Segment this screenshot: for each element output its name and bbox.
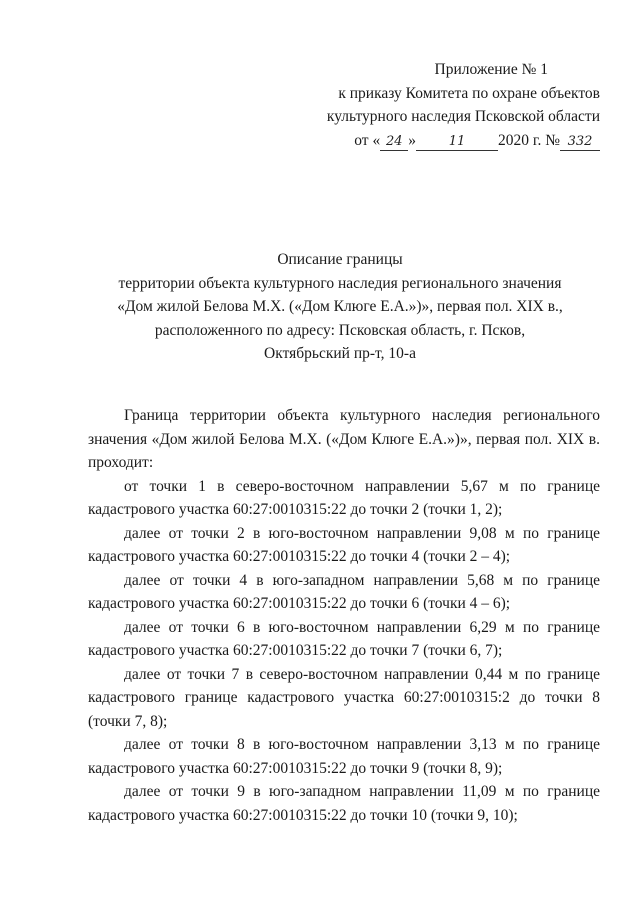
appendix-date-line — [300, 129, 600, 153]
appendix-block — [300, 58, 600, 152]
document-body — [88, 404, 600, 827]
segment-paragraph-6: далее от точки 8 в юго-восточном направлении 3,13 м по границе кадастрового участка 60:27:0010315:22 до точки 9 (точки 8, 9); — [88, 736, 600, 777]
heading-line-4: расположенного по адресу: Псковская область, г. Псков, — [154, 321, 526, 339]
segment-paragraph-4: далее от точки 6 в юго-восточном направлении 6,29 м по границе кадастрового участка 60:27:0010315:22 до точки 7 (точки 6, 7); — [88, 618, 600, 659]
segment-paragraph-5: далее от точки 7 в северо-восточном направлении 0,44 м по границе кадастрового границе кадастрового участка 60:27:0010315:2 до точки 8 (точки 7, 8); — [88, 665, 600, 730]
document-heading — [60, 248, 620, 366]
date-day-handwritten: 24 — [380, 134, 408, 151]
appendix-title: Приложение № 1 — [434, 61, 548, 78]
date-prefix: от « — [354, 131, 381, 149]
date-year: 2020 г. № — [497, 131, 560, 149]
heading-line-3: «Дом жилой Белова М.Х. («Дом Клюге Е.А.»)», первая пол. XIX в., — [117, 298, 563, 315]
segment-paragraph-3: далее от точки 4 в юго-западном направлении 5,68 м по границе кадастрового участка 60:27:0010315:22 до точки 6 (точки 4 – 6); — [88, 571, 600, 612]
appendix-committee-line: культурного наследия Псковской области — [326, 108, 600, 125]
segment-paragraph-1: от точки 1 в северо-восточном направлении 5,67 м по границе кадастрового участка 60:27:0010315:22 до точки 2 (точки 1, 2); — [88, 477, 600, 518]
appendix-order-line: к приказу Комитета по охране объектов — [338, 84, 600, 102]
date-mid: » — [408, 131, 416, 149]
doc-number-handwritten: 332 — [560, 134, 600, 151]
date-month-handwritten: 11 — [416, 134, 498, 151]
segment-paragraph-7: далее от точки 9 в юго-западном направлении 11,09 м по границе кадастрового участка 60:27:0010315:22 до точки 10 (точки 9, 10); — [88, 783, 600, 824]
heading-line-1: Описание границы — [277, 251, 403, 268]
segment-paragraph-2: далее от точки 2 в юго-восточном направлении 9,08 м по границе кадастрового участка 60:27:0010315:22 до точки 4 (точки 2 – 4); — [88, 524, 600, 565]
heading-line-2: территории объекта культурного наследия регионального значения — [118, 274, 562, 292]
heading-line-5: Октябрьский пр-т, 10-а — [264, 345, 416, 362]
intro-paragraph: Граница территории объекта культурного наследия регионального значения «Дом жилой Белова М.Х. («Дом Клюге Е.А.»)», первая пол. XIX в. проходит: — [88, 407, 600, 471]
